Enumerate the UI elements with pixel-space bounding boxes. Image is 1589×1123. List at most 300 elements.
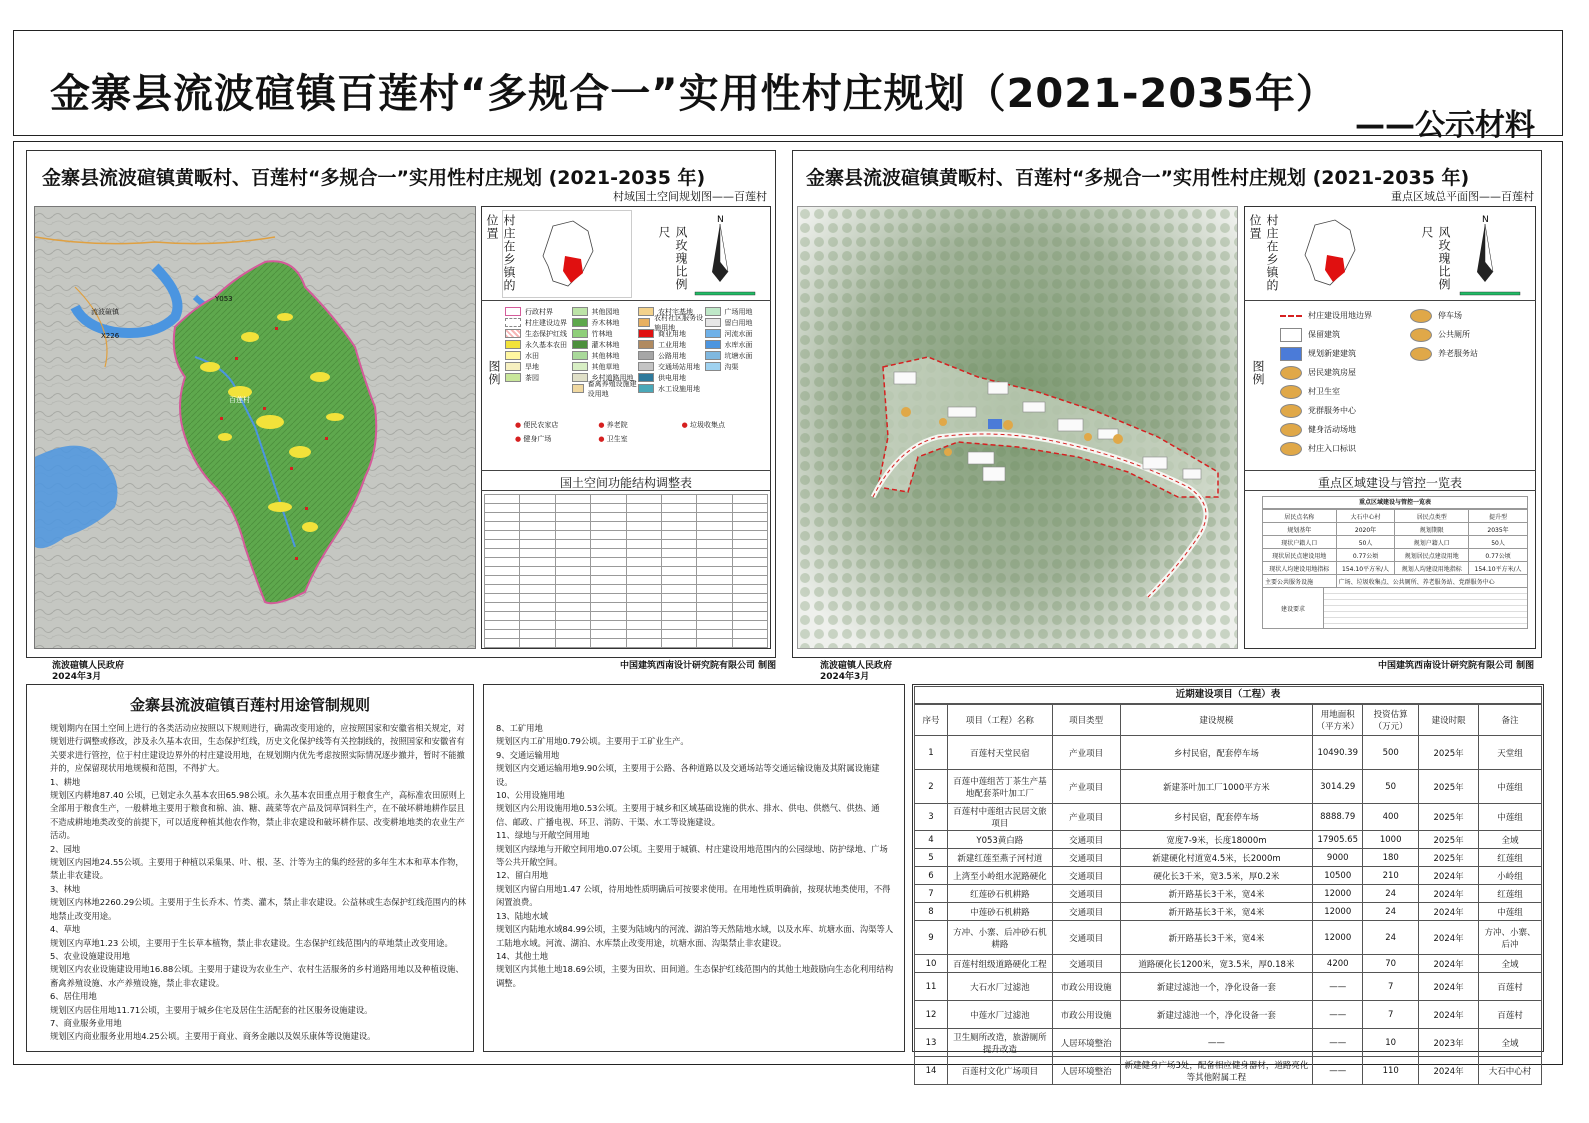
table-cell (626, 576, 661, 585)
table-cell: 交通项目 (1052, 903, 1120, 921)
rule-paragraph: 4、草地 (50, 924, 81, 935)
table-cell (626, 612, 661, 621)
table-row (915, 955, 1542, 973)
svg-text:N: N (717, 215, 724, 225)
right-footer-designer: 中国建筑西南设计研究院有限公司 制图 (1378, 661, 1535, 671)
table-cell: 全域 (1479, 955, 1542, 973)
table-row (485, 603, 768, 612)
right-legend-2 (1410, 306, 1530, 363)
table-cell: 2024年 (1419, 973, 1479, 1001)
table-cell (485, 576, 520, 585)
table-cell: 新开路基长3千米，宽4米 (1120, 885, 1313, 903)
legend-label: 茶园 (525, 373, 539, 382)
table-row (485, 567, 768, 576)
table-cell (520, 549, 555, 558)
table-cell: 交通项目 (1052, 831, 1120, 849)
table-cell: 规划居民点建设用地 (1395, 549, 1469, 562)
legend-label: 公路用地 (658, 351, 686, 360)
legend-label: 养老服务站 (1438, 349, 1478, 358)
column-header: 用地面积（平方米） (1313, 705, 1363, 736)
table-cell: 提升型 (1469, 510, 1528, 523)
table-cell (697, 540, 732, 549)
rules-title: 金寨县流波碹镇百莲村用途管制规则 (129, 696, 370, 714)
legend-item (638, 383, 705, 394)
table-cell (520, 522, 555, 531)
legend-swatch (505, 351, 521, 360)
rule-paragraph: 规划区内公用设施用地0.53公顷。主要用于城乡和区域基础设施的供水、排水、供电、供燃气、供热、通信、邮政、广播电视、环卫、消防、干渠、水工等设施建设。 (496, 803, 880, 827)
table-cell: 中莲组 (1479, 770, 1542, 804)
table-cell (520, 531, 555, 540)
legend-item (505, 372, 572, 383)
table-cell (591, 540, 626, 549)
legend-label: 其他林地 (591, 351, 620, 360)
project-table-wrap (914, 686, 1542, 1085)
table-cell: 6 (915, 867, 948, 885)
table-cell: 中莲水厂过滤池 (947, 1001, 1052, 1029)
table-cell: 10500 (1313, 867, 1363, 885)
facility-item: ● 卫生室 (598, 435, 628, 443)
legend-label: 供电用地 (658, 373, 686, 382)
legend-item (705, 328, 772, 339)
table-cell: 2025年 (1419, 770, 1479, 804)
table-cell (555, 540, 590, 549)
rule-paragraph: 规划区内林地2260.29公顷。主要用于生长乔木、竹类、灌木，禁止非农建设。公益林或生态保护红线范围内的林地禁止改变用途。 (50, 897, 466, 921)
table-cell: 中莲组 (1479, 804, 1542, 831)
table-cell (732, 531, 767, 540)
table-cell: 交通项目 (1052, 867, 1120, 885)
table-cell (697, 567, 732, 576)
page-subtitle: ——公示材料 (1355, 108, 1535, 143)
table-cell: 新开路基长3千米，宽4米 (1120, 903, 1313, 921)
legend-swatch (638, 384, 654, 393)
table-cell: 产业项目 (1052, 736, 1120, 770)
table-cell (732, 576, 767, 585)
table-cell: 11 (915, 973, 948, 1001)
legend-item (705, 350, 772, 361)
site-plan-graphic (798, 207, 1238, 649)
left-board-title: 金寨县流波碹镇黄畈村、百莲村“多规合一”实用性村庄规划 (2021-2035 年) (42, 167, 706, 189)
table-cell: 9000 (1313, 849, 1363, 867)
table-cell: 2024年 (1419, 867, 1479, 885)
table-cell: 交通项目 (1052, 885, 1120, 903)
rule-paragraph: 规划区内交通运输用地9.90公顷，主要用于公路、各种道路以及交通场站等交通运输设施及其附属设施建设。 (496, 763, 880, 787)
legend-item (505, 350, 572, 361)
rule-paragraph: 9、交通运输用地 (496, 749, 560, 760)
legend-item (572, 361, 639, 372)
table-cell (697, 585, 732, 594)
table-cell: 现状人均建设用地指标 (1263, 562, 1337, 575)
legend-swatch (705, 307, 721, 316)
table-row (485, 612, 768, 621)
table-cell: 规划期限 (1395, 523, 1469, 536)
right-location-map (1265, 210, 1395, 298)
table-cell (661, 603, 696, 612)
legend-item (1410, 344, 1530, 363)
table-cell (732, 585, 767, 594)
legend-item (1280, 420, 1410, 439)
legend-label: 村庄入口标识 (1308, 444, 1356, 453)
legend-item (505, 317, 572, 328)
table-cell: 10490.39 (1313, 736, 1363, 770)
table-cell: 新建过滤池一个，净化设备一套 (1120, 1001, 1313, 1029)
map-label-village: 百莲村 (229, 396, 250, 404)
rule-paragraph: 2、园地 (50, 843, 81, 854)
table-cell (485, 585, 520, 594)
legend-swatch (505, 373, 521, 382)
table-cell: 2025年 (1419, 736, 1479, 770)
table-cell (626, 558, 661, 567)
table-cell (732, 558, 767, 567)
table-cell (626, 630, 661, 639)
table-cell (555, 558, 590, 567)
legend-label: 沟渠 (724, 362, 739, 371)
table-cell (555, 603, 590, 612)
table-cell: 新建红莲至燕子河村道 (947, 849, 1052, 867)
table-cell: 24 (1363, 885, 1419, 903)
table-cell: 110 (1363, 1057, 1419, 1085)
right-board-title: 金寨县流波碹镇黄畈村、百莲村“多规合一”实用性村庄规划 (2021-2035 年) (806, 167, 1470, 189)
table-cell: 新建健身广场3处，配备相应健身器材，道路亮化等其他附属工程 (1120, 1057, 1313, 1085)
legend-item (638, 350, 705, 361)
table-cell (485, 495, 520, 504)
legend-item (1280, 325, 1410, 344)
table-cell: 现状户籍人口 (1263, 536, 1337, 549)
legend-swatch (1280, 423, 1302, 437)
column-header: 项目（工程）名称 (947, 705, 1052, 736)
table-cell: 上湾至小岭组水泥路硬化 (947, 867, 1052, 885)
rule-paragraph: 12、留白用地 (496, 870, 549, 881)
table-cell: 百莲村 (1479, 1001, 1542, 1029)
left-footer-org: 流波碹镇人民政府 2024年3月 (52, 661, 125, 682)
table-cell: —— (1313, 1029, 1363, 1057)
legend-item (1410, 306, 1530, 325)
table-cell: 红莲砂石机耕路 (947, 885, 1052, 903)
table-cell (626, 594, 661, 603)
table-cell: 红莲组 (1479, 849, 1542, 867)
table-cell (732, 504, 767, 513)
facility-item: ● 垃圾收集点 (681, 421, 725, 429)
table-cell (520, 567, 555, 576)
table-cell (555, 594, 590, 603)
table-cell: 交通项目 (1052, 849, 1120, 867)
table-cell (485, 522, 520, 531)
table-cell (591, 594, 626, 603)
table-row (915, 903, 1542, 921)
table-cell (520, 585, 555, 594)
legend-swatch (1280, 366, 1302, 380)
table-cell: 天堂组 (1479, 736, 1542, 770)
legend-item (638, 313, 705, 332)
legend-swatch (505, 340, 521, 349)
legend-item (1280, 306, 1410, 325)
table-cell: 2023年 (1419, 1029, 1479, 1057)
table-cell: 13 (915, 1029, 948, 1057)
control-req-row (1262, 588, 1528, 629)
table-cell: 居民点名称 (1263, 510, 1337, 523)
table-cell: 4 (915, 831, 948, 849)
table-row (915, 849, 1542, 867)
table-cell: 3014.29 (1313, 770, 1363, 804)
legend-swatch (572, 362, 588, 371)
table-cell (591, 504, 626, 513)
table-cell (626, 495, 661, 504)
table-cell: 方冲、小寨、后冲 (1479, 921, 1542, 955)
table-cell: 2024年 (1419, 1057, 1479, 1085)
table-cell (626, 585, 661, 594)
table-cell (732, 603, 767, 612)
table-row (915, 1001, 1542, 1029)
table-row (1263, 523, 1528, 536)
table-cell (697, 495, 732, 504)
legend-swatch (505, 318, 521, 327)
land-use-map (34, 206, 476, 649)
table-row (485, 531, 768, 540)
table-row (485, 621, 768, 630)
legend-swatch (705, 351, 721, 360)
legend-label: 畜禽养殖设施建设用地 (587, 379, 637, 398)
table-cell (626, 513, 661, 522)
table-cell: 1000 (1363, 831, 1419, 849)
right-divider-2 (1244, 470, 1536, 471)
table-cell (555, 567, 590, 576)
table-row (485, 558, 768, 567)
table-cell: 人居环境整治 (1052, 1057, 1120, 1085)
table-cell (732, 513, 767, 522)
table-row (485, 639, 768, 648)
table-row (485, 549, 768, 558)
table-cell (591, 513, 626, 522)
table-cell: 2 (915, 770, 948, 804)
rule-paragraph: 规划区内工矿用地0.79公顷。主要用于工矿业生产。 (496, 736, 689, 747)
table-cell: 乡村民宿，配套停车场 (1120, 736, 1313, 770)
project-table-title: 近期建设项目（工程）表 (914, 686, 1542, 704)
legend-swatch (572, 318, 588, 327)
table-cell (520, 594, 555, 603)
legend-label: 村卫生室 (1308, 387, 1340, 396)
table-cell (555, 576, 590, 585)
table-cell: 14 (915, 1057, 948, 1085)
table-cell: 210 (1363, 867, 1419, 885)
legend-label: 乔木林地 (591, 318, 620, 327)
table-cell: 现状居民点建设用地 (1263, 549, 1337, 562)
table-cell: 交通项目 (1052, 921, 1120, 955)
rules-col-1 (50, 722, 468, 1044)
table-cell (520, 576, 555, 585)
table-cell (555, 630, 590, 639)
table-cell: 新建过滤池一个，净化设备一套 (1120, 973, 1313, 1001)
legend-swatch (572, 351, 588, 360)
land-structure-table (484, 494, 768, 646)
table-cell: 宽度7-9米，长度18000m (1120, 831, 1313, 849)
right-compass (1455, 212, 1525, 300)
table-cell (732, 594, 767, 603)
table-cell (520, 495, 555, 504)
rule-paragraph: 规划区内园地24.55公顷。主要用于种植以采集果、叶、根、茎、汁等为主的集约经营的多年生木本和草本作物，禁止非农建设。 (50, 857, 464, 881)
rule-paragraph: 1、耕地 (50, 776, 81, 787)
table-cell (485, 621, 520, 630)
table-cell: 大石水厂过滤池 (947, 973, 1052, 1001)
table-cell: 24 (1363, 921, 1419, 955)
table-cell (555, 639, 590, 648)
table-cell (732, 522, 767, 531)
left-location-map (502, 210, 632, 298)
legend-item (1280, 401, 1410, 420)
legend-label: 留白用地 (724, 318, 753, 327)
project-table (914, 704, 1542, 1085)
table-cell (485, 567, 520, 576)
table-cell: 50 (1363, 770, 1419, 804)
table-cell: 154.10平方米/人 (1469, 562, 1528, 575)
table-cell: 2024年 (1419, 921, 1479, 955)
table-row (485, 585, 768, 594)
table-cell (626, 549, 661, 558)
legend-swatch (1280, 328, 1302, 342)
legend-swatch (638, 373, 654, 382)
legend-label: 交通场站用地 (658, 362, 700, 371)
table-cell: 154.10平方米/人 (1336, 562, 1395, 575)
table-cell (555, 531, 590, 540)
legend-label: 村庄建设用地边界 (1308, 311, 1372, 320)
column-header: 投资估算（万元） (1363, 705, 1419, 736)
legend-swatch (1410, 309, 1432, 323)
legend-swatch (705, 318, 721, 327)
legend-item (572, 306, 639, 317)
table-cell (555, 513, 590, 522)
facility-label: 垃圾收集点 (690, 421, 725, 429)
table-cell (697, 522, 732, 531)
column-header: 序号 (915, 705, 948, 736)
left-footer-designer: 中国建筑西南设计研究院有限公司 制图 (620, 661, 777, 671)
legend-swatch (505, 362, 521, 371)
table-cell (520, 603, 555, 612)
legend-label: 行政村界 (525, 307, 553, 316)
legend-item (705, 306, 772, 317)
table-cell: 10 (915, 955, 948, 973)
table-cell (555, 621, 590, 630)
table-cell: 红莲组 (1479, 885, 1542, 903)
legend-swatch (1280, 315, 1302, 317)
table-cell (697, 621, 732, 630)
table-cell (732, 630, 767, 639)
table-row (915, 973, 1542, 1001)
table-cell (697, 594, 732, 603)
table-cell: Y053黄白路 (947, 831, 1052, 849)
legend-label: 其他草地 (591, 362, 620, 371)
right-location-label: 村庄在乡镇的位置 (1248, 214, 1279, 292)
table-cell (661, 585, 696, 594)
table-cell: —— (1120, 1029, 1313, 1057)
project-table-header (915, 705, 1542, 736)
table-cell (626, 639, 661, 648)
table-cell (661, 567, 696, 576)
table-row (485, 522, 768, 531)
legend-item (705, 361, 772, 372)
legend-swatch (638, 340, 654, 349)
table-cell (661, 549, 696, 558)
table-cell: 小岭组 (1479, 867, 1542, 885)
table-cell (661, 594, 696, 603)
north-arrow-icon (1455, 212, 1525, 300)
legend-label: 水库水面 (724, 340, 753, 349)
legend-label: 居民建筑房屋 (1308, 368, 1356, 377)
table-cell (626, 567, 661, 576)
table-cell: 产业项目 (1052, 770, 1120, 804)
table-row (915, 770, 1542, 804)
legend-item (572, 339, 639, 350)
location-inset (503, 211, 633, 299)
legend-item (705, 317, 772, 328)
table-cell (626, 540, 661, 549)
table-cell: 12000 (1313, 885, 1363, 903)
left-location-label: 村庄在乡镇的位置 (485, 214, 516, 292)
rule-paragraph: 10、公用设施用地 (496, 790, 565, 801)
table-cell (661, 576, 696, 585)
table-cell: 百莲村 (1479, 973, 1542, 1001)
table-cell (697, 639, 732, 648)
legend-item (1280, 382, 1410, 401)
table-cell: 2024年 (1419, 955, 1479, 973)
right-board-subtitle: 重点区域总平面图——百莲村 (1391, 190, 1534, 203)
table-cell (485, 603, 520, 612)
rule-paragraph: 规划区内草地1.23 公顷，主要用于生长草本植物，禁止非农建设。生态保护红线范围内的草地禁止改变用途。 (50, 937, 453, 948)
table-row (915, 867, 1542, 885)
legend-label: 农村宅基地 (658, 307, 693, 316)
legend-label: 其他园地 (591, 307, 620, 316)
legend-label: 灌木林地 (591, 340, 620, 349)
table-cell (485, 630, 520, 639)
legend-swatch (1280, 385, 1302, 399)
legend-item (1410, 325, 1530, 344)
legend-swatch (705, 362, 721, 371)
legend-label: 广场用地 (724, 307, 753, 316)
table-cell: 主要公共服务设施 (1263, 575, 1337, 588)
right-legend-label: 图例 (1251, 360, 1265, 386)
table-cell: 180 (1363, 849, 1419, 867)
table-cell: 2025年 (1419, 831, 1479, 849)
legend-label: 健身活动场地 (1308, 425, 1356, 434)
table-cell: —— (1313, 1001, 1363, 1029)
table-cell (485, 504, 520, 513)
table-cell: 2024年 (1419, 1001, 1479, 1029)
table-cell (626, 603, 661, 612)
right-legend (1280, 306, 1410, 458)
rule-paragraph: 11、绿地与开敞空间用地 (496, 830, 590, 841)
legend-swatch (1280, 404, 1302, 418)
left-divider-1 (481, 300, 771, 301)
table-cell (555, 612, 590, 621)
legend-swatch (572, 384, 584, 393)
legend-label: 乡村道路用地 (591, 373, 634, 382)
legend-label: 永久基本农田 (525, 340, 567, 349)
table-cell: 12000 (1313, 903, 1363, 921)
table-cell: —— (1313, 1057, 1363, 1085)
table-cell: 百莲中莲组苦丁茶生产基地配套茶叶加工厂 (947, 770, 1052, 804)
table-cell: 道路硬化长1200米，宽3.5米，厚0.18米 (1120, 955, 1313, 973)
legend-swatch (638, 351, 654, 360)
rule-paragraph: 规划区内耕地87.40 公顷，已划定永久基本农田65.98公顷。永久基本农田重点用于粮食生产，高标准农田原则上全部用于粮食生产，一般耕地主要用于粮食和棉、油、糖、蔬菜等农产品及饲草饲料生产，在不破坏耕地耕作层且不造成耕地地类改变的前提下，可以适度种植其他农作物，禁止非农建设和破坏耕作层、改变耕地地类的农业生产活动。 (50, 790, 466, 841)
table-cell (485, 540, 520, 549)
legend-label: 坑塘水面 (724, 351, 753, 360)
legend-item (572, 379, 639, 398)
table-cell (591, 639, 626, 648)
map-label-town: 流波碹镇 (91, 308, 119, 316)
table-row (915, 1057, 1542, 1085)
left-divider-3 (481, 490, 771, 491)
table-cell: 7 (915, 885, 948, 903)
legend-swatch (1410, 347, 1432, 361)
legend-item (505, 328, 572, 339)
table-cell (591, 621, 626, 630)
